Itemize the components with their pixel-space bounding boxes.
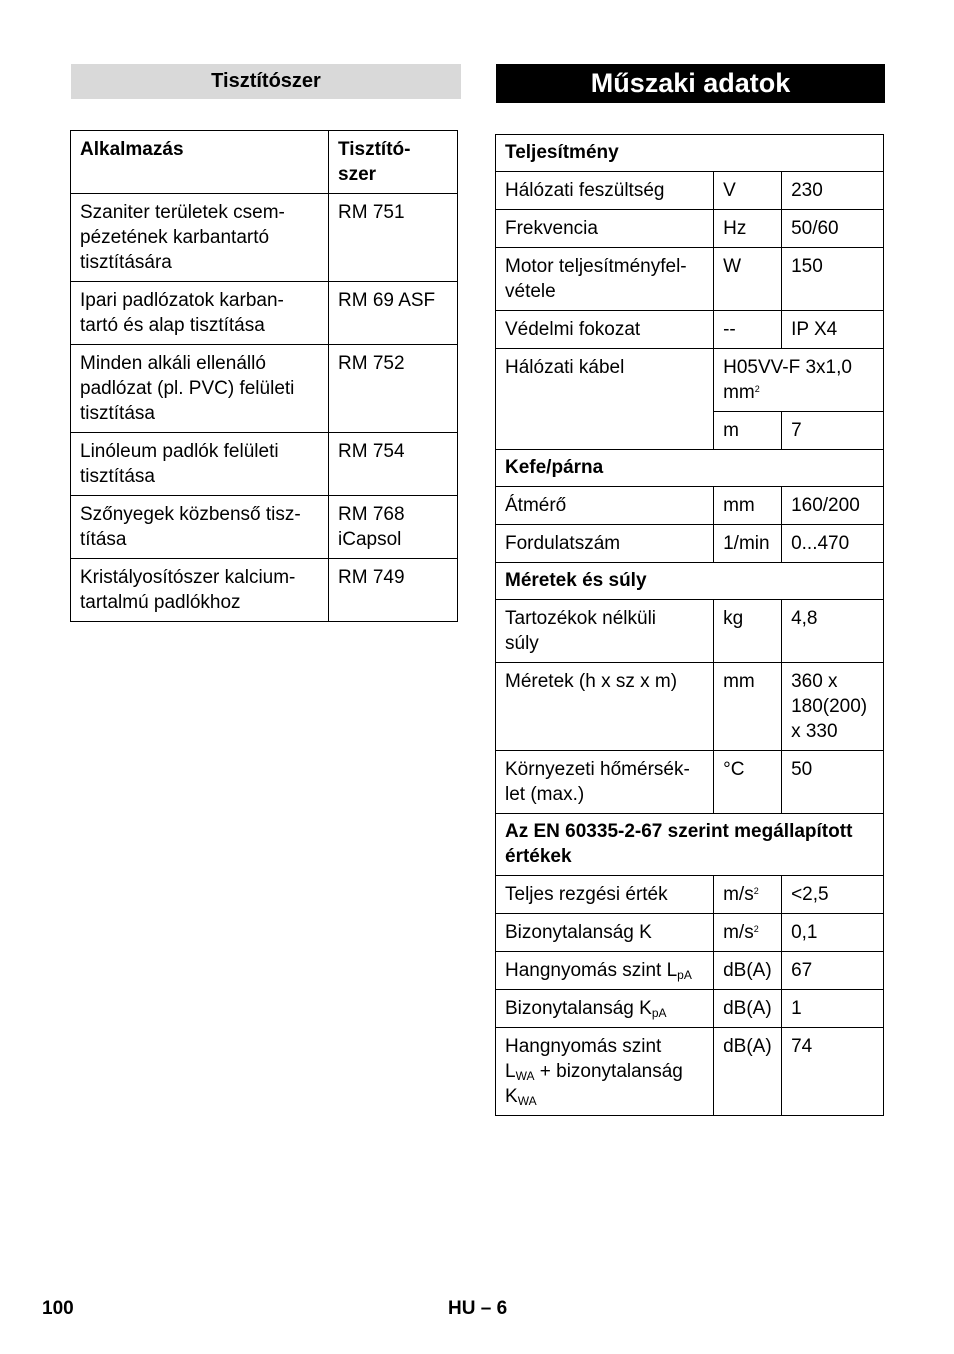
agent-cell: RM 768 iCapsol <box>329 496 458 559</box>
group-row-en-values <box>496 814 884 876</box>
page-label: HU – 6 <box>448 1298 508 1319</box>
cleaning-agents-heading: Tisztítószer <box>71 64 461 99</box>
superscript: 2 <box>754 384 760 394</box>
spec-label: Átmérő <box>496 487 714 525</box>
column-header-agent: Tisztító- szer <box>329 131 458 194</box>
spec-label: Frekvencia <box>496 210 714 248</box>
spec-unit: mm <box>714 487 782 525</box>
group-label: Teljesítmény <box>496 135 884 172</box>
spec-label <box>496 990 714 1028</box>
subscript: pA <box>651 1006 667 1020</box>
application-cell: Szőnyegek közbenső tisz- títása <box>71 496 329 559</box>
spec-value: 67 <box>782 952 884 990</box>
group-label: Az EN 60335-2-67 szerint megállapított értékek <box>496 814 884 876</box>
cable-type-text: H05VV-F 3x1,0 mm <box>723 357 852 403</box>
table-row <box>71 345 458 433</box>
spec-unit: V <box>714 172 782 210</box>
spec-unit: dB(A) <box>714 990 782 1028</box>
spec-unit: 1/min <box>714 525 782 563</box>
spec-value: 74 <box>782 1028 884 1116</box>
table-row <box>496 663 884 751</box>
page-number: 100 <box>42 1298 74 1319</box>
group-row-brush <box>496 450 884 487</box>
application-cell: Ipari padlózatok karban- tartó és alap tisztítása <box>71 282 329 345</box>
agent-cell: RM 69 ASF <box>329 282 458 345</box>
label-text: Hangnyomás szint L <box>505 1036 662 1082</box>
table-row <box>71 433 458 496</box>
spec-label <box>496 952 714 990</box>
table-row <box>496 210 884 248</box>
group-label: Méretek és súly <box>496 563 884 600</box>
spec-value: <2,5 <box>782 876 884 914</box>
spec-label: Teljes rezgési érték <box>496 876 714 914</box>
spec-label: Méretek (h x sz x m) <box>496 663 714 751</box>
spec-unit: W <box>714 248 782 311</box>
spec-unit <box>714 876 782 914</box>
group-label: Kefe/párna <box>496 450 884 487</box>
table-row <box>496 349 884 412</box>
subscript: WA <box>515 1069 535 1083</box>
table-row <box>496 751 884 814</box>
table-row <box>496 525 884 563</box>
spec-unit: dB(A) <box>714 952 782 990</box>
technical-data-heading: Műszaki adatok <box>496 64 885 103</box>
table-row <box>496 172 884 210</box>
agent-cell: RM 749 <box>329 559 458 622</box>
spec-value: 230 <box>782 172 884 210</box>
spec-cable-type <box>714 349 884 412</box>
table-row <box>496 952 884 990</box>
spec-value: 160/200 <box>782 487 884 525</box>
table-row <box>71 559 458 622</box>
table-row <box>496 990 884 1028</box>
application-cell: Linóleum padlók felületi tisztítása <box>71 433 329 496</box>
application-cell: Szaniter területek csem- pézetének karbantartó tisztítására <box>71 194 329 282</box>
table-row <box>496 248 884 311</box>
spec-unit: m <box>714 412 782 450</box>
spec-value: 360 x 180(200) x 330 <box>782 663 884 751</box>
cleaning-agents-table <box>70 130 458 622</box>
spec-label: Hálózati feszültség <box>496 172 714 210</box>
spec-label: Hálózati kábel <box>496 349 714 450</box>
spec-value: 50/60 <box>782 210 884 248</box>
table-row <box>496 876 884 914</box>
spec-value: 1 <box>782 990 884 1028</box>
spec-label: Védelmi fokozat <box>496 311 714 349</box>
spec-label <box>496 1028 714 1116</box>
spec-unit: Hz <box>714 210 782 248</box>
label-text: Bizonytalanság K <box>505 998 652 1019</box>
spec-value: 50 <box>782 751 884 814</box>
table-row <box>496 311 884 349</box>
spec-label: Fordulatszám <box>496 525 714 563</box>
spec-value: IP X4 <box>782 311 884 349</box>
table-row <box>496 600 884 663</box>
subscript: WA <box>517 1094 537 1108</box>
spec-label: Bizonytalanság K <box>496 914 714 952</box>
spec-unit: -- <box>714 311 782 349</box>
application-cell: Kristályosítószer kalcium- tartalmú padlókhoz <box>71 559 329 622</box>
table-row <box>496 487 884 525</box>
label-text: + bizonytalanság K <box>505 1061 683 1107</box>
agent-cell: RM 754 <box>329 433 458 496</box>
table-row <box>71 194 458 282</box>
unit-text: m/s <box>723 922 754 943</box>
group-row-dimensions <box>496 563 884 600</box>
technical-data-table <box>495 134 884 1116</box>
spec-label: Környezeti hőmérsék- let (max.) <box>496 751 714 814</box>
spec-value: 4,8 <box>782 600 884 663</box>
table-row <box>496 914 884 952</box>
agent-cell: RM 752 <box>329 345 458 433</box>
spec-label: Tartozékok nélküli súly <box>496 600 714 663</box>
spec-unit: mm <box>714 663 782 751</box>
superscript: 2 <box>753 886 759 896</box>
agent-cell: RM 751 <box>329 194 458 282</box>
spec-value: 7 <box>782 412 884 450</box>
group-row-power <box>496 135 884 172</box>
spec-unit: kg <box>714 600 782 663</box>
table-header-row <box>71 131 458 194</box>
label-text: Hangnyomás szint L <box>505 960 678 981</box>
spec-unit: °C <box>714 751 782 814</box>
table-row <box>71 282 458 345</box>
table-row <box>71 496 458 559</box>
spec-value: 150 <box>782 248 884 311</box>
column-header-application: Alkalmazás <box>71 131 329 194</box>
subscript: pA <box>677 968 692 982</box>
application-cell: Minden alkáli ellenálló padlózat (pl. PVC) felületi tisztítása <box>71 345 329 433</box>
superscript: 2 <box>753 924 759 934</box>
spec-label: Motor teljesítményfel- vétele <box>496 248 714 311</box>
spec-unit <box>714 914 782 952</box>
unit-text: m/s <box>723 884 754 905</box>
spec-value: 0...470 <box>782 525 884 563</box>
spec-unit: dB(A) <box>714 1028 782 1116</box>
spec-value: 0,1 <box>782 914 884 952</box>
table-row <box>496 1028 884 1116</box>
